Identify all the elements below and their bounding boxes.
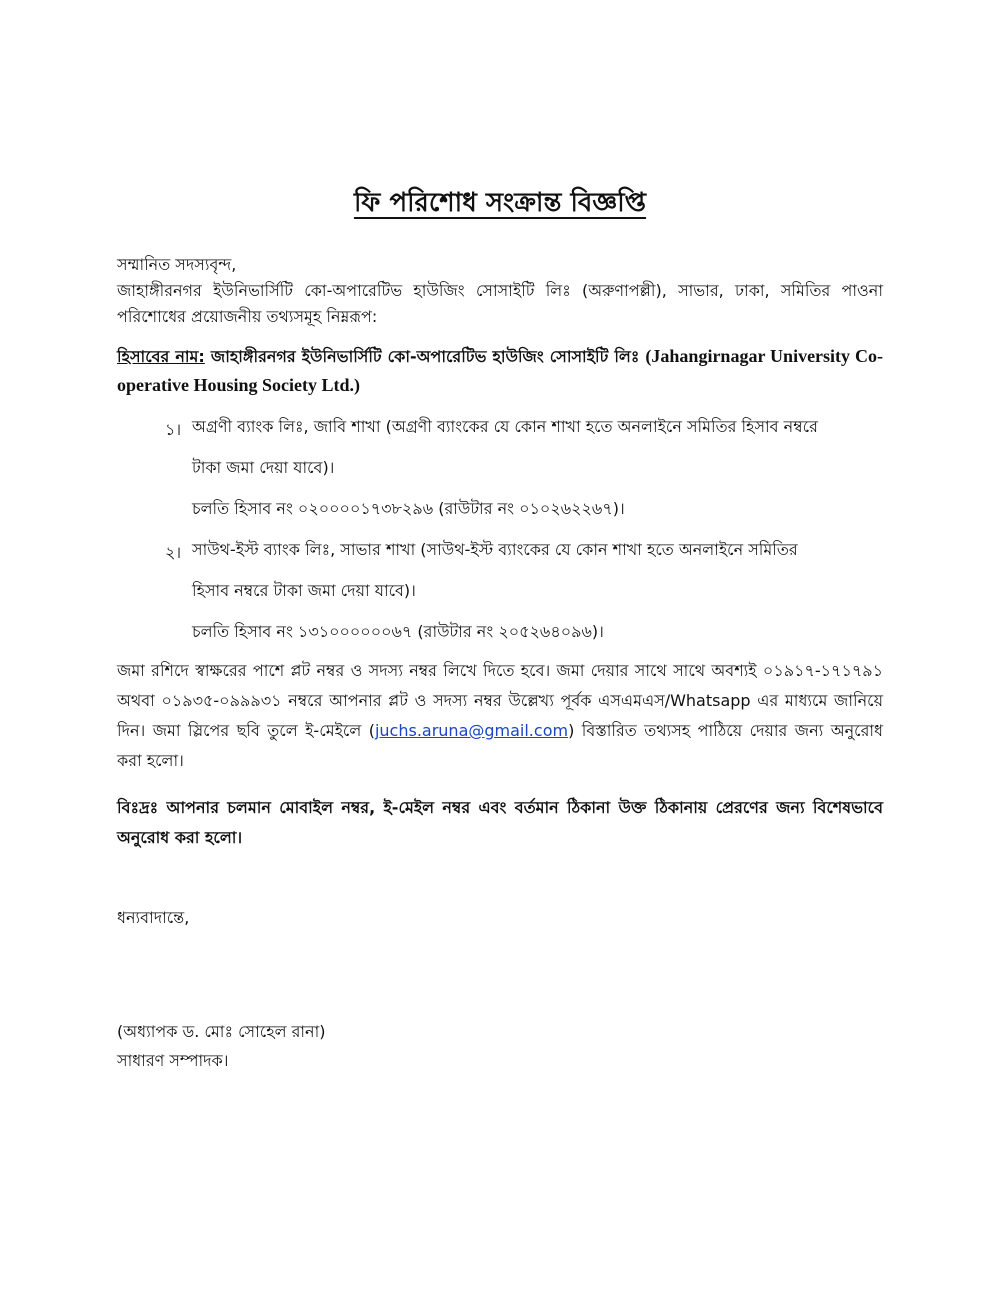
- salutation: সম্মানিত সদস্যবৃন্দ,: [117, 255, 237, 274]
- bank-1-line2: টাকা জমা দেয়া যাবে)।: [192, 458, 335, 477]
- bank-2-number: ২।: [165, 543, 182, 562]
- signatory-name: (অধ্যাপক ড. মোঃ সোহেল রানা): [117, 1022, 326, 1041]
- instructions-paragraph: [117, 656, 883, 776]
- bank-1-number: ১।: [165, 420, 182, 439]
- intro-paragraph: জাহাঙ্গীরনগর ইউনিভার্সিটি কো-অপারেটিভ হাউজিং সোসাইটি লিঃ (অরুণাপল্লী), সাভার, ঢাকা, সমিতির পাওনা পরিশোধের প্রয়োজনীয় তথ্যসমূহ নিম্নরূপ:: [117, 281, 883, 326]
- note-paragraph: বিঃদ্রঃ আপনার চলমান মোবাইল নম্বর, ই-মেইল নম্বর এবং বর্তমান ঠিকানা উক্ত ঠিকানায় প্রেরণের জন্য বিশেষভাবে অনুরোধ করা হলো।: [117, 798, 883, 847]
- email-link[interactable]: juchs.aruna@gmail.com: [374, 721, 569, 740]
- bank-1-line1: অগ্রণী ব্যাংক লিঃ, জাবি শাখা (অগ্রণী ব্যাংকের যে কোন শাখা হতে অনলাইনে সমিতির হিসাব নম্বরে: [192, 417, 818, 436]
- instructions-text: জমা রশিদে স্বাক্ষরের পাশে প্লট নম্বর ও সদস্য নম্বর লিখে দিতে হবে। জমা দেয়ার সাথে সাথে অবশ্যই ০১৯১৭-১৭১৭৯১ অথবা ০১৯৩৫-০৯৯৯৩১ নম্বরে আপনার প্লট ও সদস্য নম্বর উল্লেখ্য পূর্বক এসএমএস/Whatsapp এর মাধ্যমে জানিয়ে দিন। জমা স্লিপের ছবি তুলে ই-মেইলে (: [117, 661, 883, 740]
- bank-2-account: চলতি হিসাব নং ১৩১০০০০০০৬৭ (রাউটার নং ২০৫২৬৪০৯৬)।: [192, 622, 604, 641]
- signatory-designation: সাধারণ সম্পাদক।: [117, 1051, 229, 1070]
- account-name-bn: জাহাঙ্গীরনগর ইউনিভার্সিটি কো-অপারেটিভ হাউজিং সোসাইটি লিঃ: [210, 347, 640, 366]
- account-name-en: (Jahangirnagar University Co-operative Housing Society Ltd.): [117, 346, 884, 395]
- account-name-label: হিসাবের নাম:: [117, 347, 205, 366]
- instructions-text-end: ) বিস্তারিত তথ্যসহ পাঠিয়ে দেয়ার জন্য অনুরোধ করা হলো।: [117, 721, 884, 770]
- account-name-paragraph: [117, 342, 883, 400]
- bank-2-line1: সাউথ-ইস্ট ব্যাংক লিঃ, সাভার শাখা (সাউথ-ইস্ট ব্যাংকের যে কোন শাখা হতে অনলাইনে সমিতির: [192, 540, 798, 559]
- notice-title: ফি পরিশোধ সংক্রান্ত বিজ্ঞপ্তি: [353, 188, 647, 218]
- bank-2-line2: হিসাব নম্বরে টাকা জমা দেয়া যাবে)।: [192, 581, 416, 600]
- bank-1-account: চলতি হিসাব নং ০২০০০০১৭৩৮২৯৬ (রাউটার নং ০১০২৬২২৬৭)।: [192, 499, 625, 518]
- closing: ধন্যবাদান্তে,: [117, 908, 190, 927]
